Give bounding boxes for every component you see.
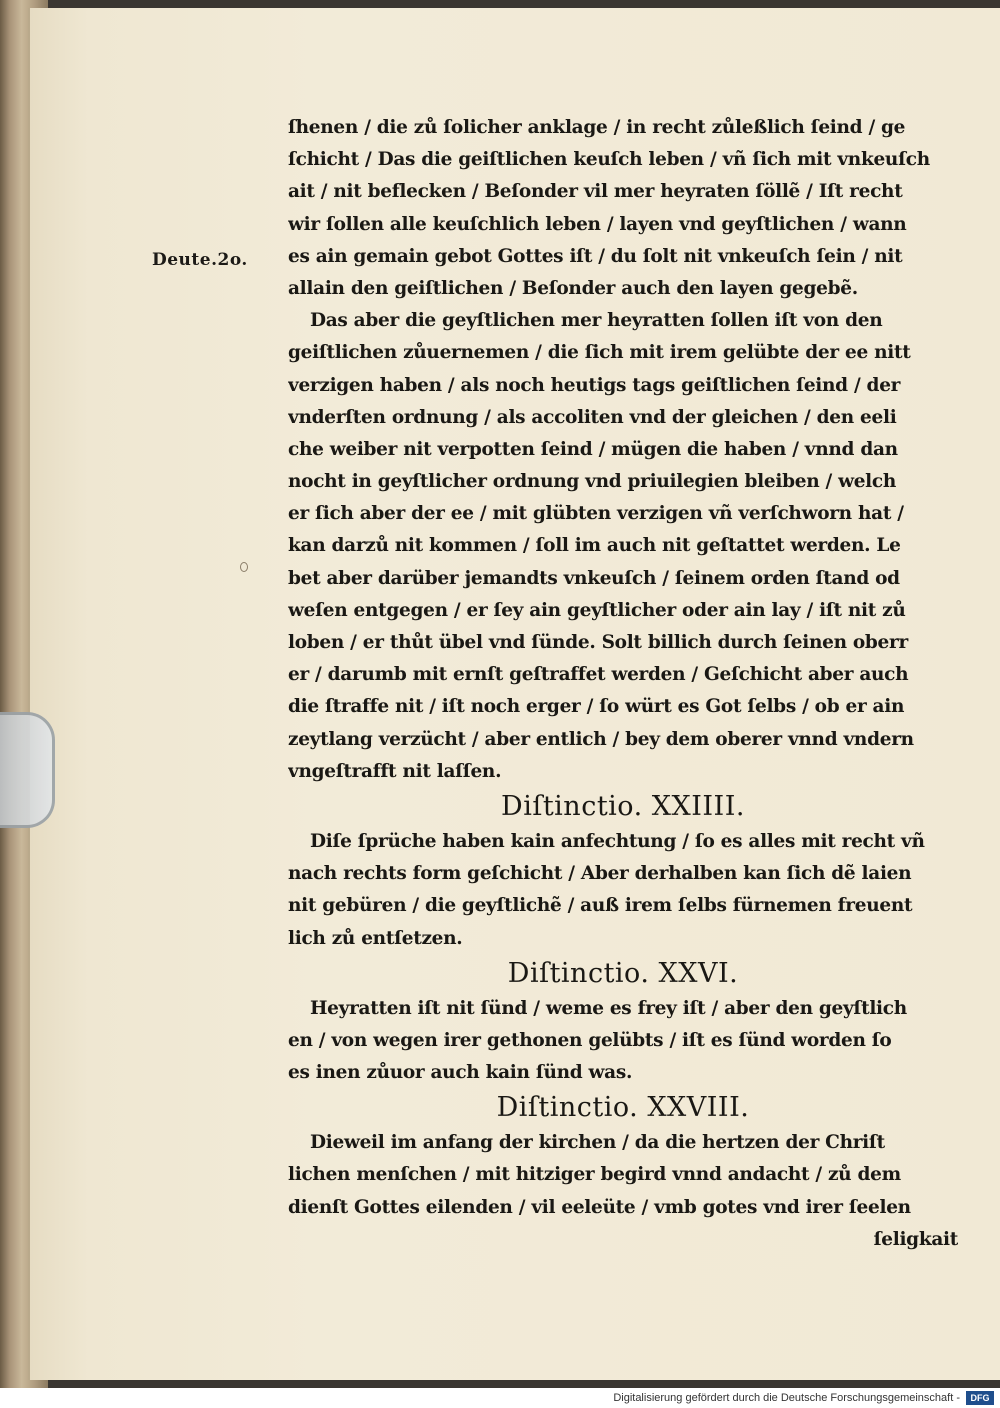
main-text-block <box>288 112 958 1256</box>
text-line: Das aber die geyſtlichen mer heyratten ſollen iſt von den <box>310 310 883 332</box>
section-heading-xxvi: Diſtinctio. XXVI. <box>507 957 739 989</box>
text-line: es inen zůuor auch kain ſünd was. <box>288 1062 633 1084</box>
text-line: ſhenen / die zů ſolicher anklage / in recht zůleßlich ſeind / ge <box>288 117 906 138</box>
text-line: allain den geiſtlichen / Beſonder auch den layen gegebẽ. <box>288 277 858 299</box>
text-line: er ſich aber der ee / mit glübten verzigen vñ verſchworn hat / <box>288 503 904 525</box>
text-line: nit gebüren / die geyſtlichẽ / auß irem ſelbs fürnemen freuent <box>288 895 913 917</box>
section-heading-xxviii: Diſtinctio. XXVIII. <box>496 1092 750 1124</box>
text-line: kan darzů nit kommen / ſoll im auch nit geſtattet werden. Le <box>288 535 901 557</box>
text-line: wir ſollen alle keuſchlich leben / layen vnd geyſtlichen / wann <box>288 213 907 235</box>
paragraph-2 <box>288 305 958 788</box>
text-line: nocht in geyſtlicher ordnung vnd priuilegien bleiben / welch <box>288 471 897 493</box>
paragraph-3 <box>288 826 958 955</box>
text-line: zeytlang verzücht / aber entlich / bey dem oberer vnnd vndern <box>288 728 914 750</box>
footer <box>0 1388 1000 1408</box>
text-line: ſchicht / Das die geiſtlichen keuſch leben / vñ ſich mit vnkeuſch <box>288 149 930 171</box>
text-line: nach rechts form geſchicht / Aber derhalben kan ſich dẽ laien <box>288 863 912 885</box>
text-line: lichen menſchen / mit hitziger begird vnnd andacht / zů dem <box>288 1164 901 1186</box>
text-line: es ain gemain gebot Gottes iſt / du ſolt nit vnkeuſch ſein / nit <box>288 245 903 267</box>
text-line: weſen entgegen / er ſey ain geyſtlicher oder ain lay / iſt nit zů <box>288 599 906 621</box>
margin-note: Deute.2o. <box>152 250 248 270</box>
text-line: er / darumb mit ernſt geſtraffet werden / Geſchicht aber auch <box>288 664 909 686</box>
text-line: Heyratten iſt nit ſünd / weme es frey iſt / aber den geyſtlich <box>310 997 907 1019</box>
text-line: geiſtlichen zůuernemen / die ſich mit irem gelübte der ee nitt <box>288 342 911 364</box>
section-heading-xxiiii: Diſtinctio. XXIIII. <box>501 790 745 822</box>
text-line: verzigen haben / als noch heutigs tags geiſtlichen ſeind / der <box>288 374 901 396</box>
text-line: lich zů entſetzen. <box>288 927 463 949</box>
text-line: Diſe ſprüche haben kain anfechtung / ſo es alles mit recht vñ <box>310 830 925 852</box>
text-line: en / von wegen irer gethonen gelübts / iſt es ſünd worden ſo <box>288 1029 892 1051</box>
text-line: Dieweil im anfang der kirchen / da die hertzen der Chriſt <box>310 1132 885 1154</box>
text-line: che weiber nit verpotten ſeind / mügen die haben / vnnd dan <box>288 438 898 460</box>
footer-credit: Digitalisierung gefördert durch die Deutsche Forschungsgemeinschaft - <box>613 1392 960 1404</box>
paragraph-4 <box>288 993 958 1090</box>
text-line: ait / nit beflecken / Beſonder vil mer heyraten ſöllẽ / Iſt recht <box>288 181 903 203</box>
text-line: loben / er thůt übel vnd ſünde. Solt billich durch ſeinen oberr <box>288 632 908 653</box>
catchword: ſeligkait <box>873 1228 958 1250</box>
text-line: dienſt Gottes eilenden / vil eeleüte / vmb gotes vnd irer ſeelen <box>288 1196 911 1218</box>
paragraph-1 <box>288 112 958 305</box>
text-line: die ſtraffe nit / iſt noch erger / ſo würt es Got ſelbs / ob er ain <box>288 696 905 718</box>
dfg-logo: DFG <box>966 1391 994 1405</box>
page-clip <box>0 712 55 828</box>
paper-mark <box>240 562 248 572</box>
text-line: vnderſten ordnung / als accoliten vnd der gleichen / den eeli <box>288 406 897 428</box>
paragraph-5 <box>288 1127 958 1224</box>
text-line: bet aber darüber jemandts vnkeuſch / ſeinem orden ſtand od <box>288 567 900 589</box>
text-line: vngeſtrafft nit laſſen. <box>288 760 502 782</box>
